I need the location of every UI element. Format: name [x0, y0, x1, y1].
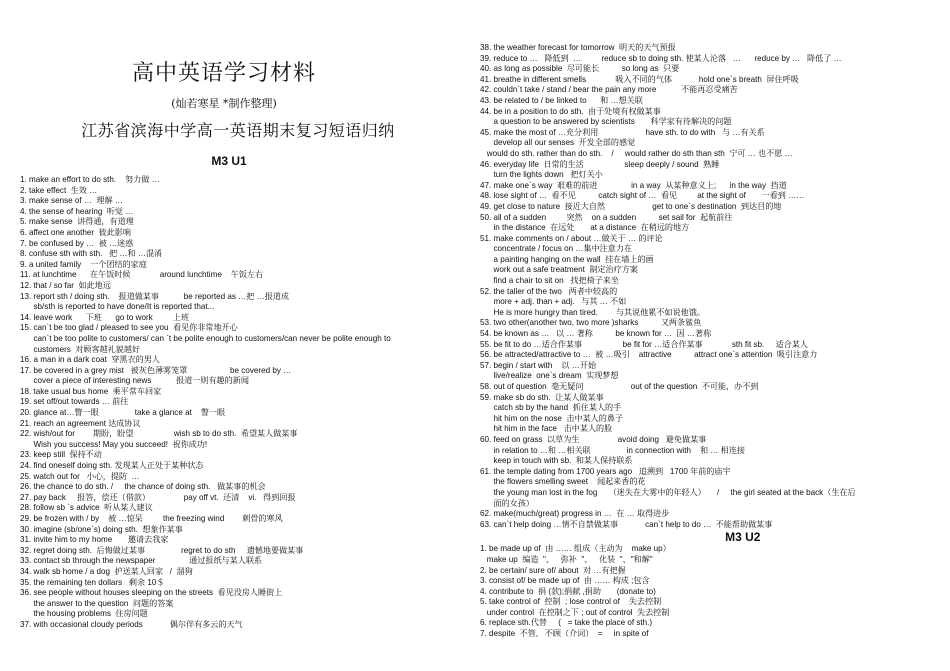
phrase-line: 34. walk sb home / a dog 护送某人回家 / 溜狗: [20, 566, 193, 576]
phrase-line: 48. lose sight of … 看不见 catch sight of … 看见 at the sight of 一看到 ……: [480, 191, 805, 201]
phrase-line: 37. with occasional cloudy periods 偶尔伴有多云的天气: [20, 619, 243, 629]
phrase-line: Wish you success! May you succeed! 祝你成功!: [20, 439, 208, 449]
phrase-line: 17. be covered in a grey mist 被灰色薄雾笼罩 be covered by …: [20, 365, 292, 375]
phrase-line: more + adj. than + adj. 与其 … 不如: [480, 297, 627, 307]
phrase-line: would do sth. rather than do sth. / would rather do sth than sth 宁可 … 也不愿 …: [480, 148, 793, 158]
phrase-line: 40. as long as possible 尽可能长 so long as 只要: [480, 64, 680, 74]
phrase-line: 3. make sense of … 理解 …: [20, 196, 124, 206]
left-phrase-list: [20, 175, 391, 631]
phrase-line: 57. begin / start with 以 …开始: [480, 360, 597, 370]
phrase-line: 46. everyday life 日常的生活 sleep deeply / sound 熟睡: [480, 159, 720, 169]
phrase-line: turn the lights down 把灯关小: [480, 170, 603, 180]
unit2-heading: M3 U2: [725, 530, 761, 545]
phrase-line: 1. be made up of 由 …… 组成（主动为 make up）: [480, 544, 671, 554]
right-phrase-list: [480, 43, 856, 640]
phrase-line: 30. imagine (sb/one`s) doing sth. 想象作某事: [20, 524, 183, 534]
phrase-line: He is more hungry than tired. 与其说他累不如说他饿。: [480, 307, 705, 317]
phrase-line: develop all our senses 开发全部的感觉: [480, 138, 636, 148]
phrase-line: 21. reach an agreement 达成协议: [20, 418, 141, 428]
phrase-line: 50. all of a sudden 突然 on a sudden set sail for 起航前往: [480, 212, 733, 222]
phrase-line: under control 在控制之下 ; out of control 失去控制: [480, 607, 670, 617]
phrase-line: 62. make(much/great) progress in … 在 … 取得进步: [480, 509, 670, 519]
phrase-line: in relation to …和 …相关联 in connection with 和 … 相连接: [480, 445, 745, 455]
phrase-line: 2. take effect 生效 …: [20, 185, 98, 195]
phrase-line: 41. breathe in different smells 吸入不同的气体 hold one`s breath 屏住呼吸: [480, 74, 799, 84]
phrase-line: 29. be frozen with / by 被 …惊呆 the freezing wind 刺骨的寒风: [20, 514, 283, 523]
phrase-line: 4. contribute to 捐 (款);捐献 ,捐助 (donate to): [480, 586, 656, 596]
phrase-line: 12. that / so far 如此地远: [20, 280, 111, 290]
phrase-line: 24. find oneself doing sth. 发现某人正处于某种状态: [20, 461, 204, 471]
phrase-line: 45. make the most of …充分利用 have sth. to do with 与 …有关系: [480, 127, 765, 137]
phrase-line: 15. can`t be too glad / pleased to see you 看见你非常地开心: [20, 323, 238, 333]
phrase-line: sb/sth is reported to have done/It is reported that...: [20, 302, 215, 312]
phrase-line: 36. see people without houses sleeping on the streets 看见没房人睡街上: [20, 588, 283, 598]
phrase-line: 28. follow sb `s advice 听从某人建议: [20, 503, 153, 513]
phrase-line: 27. pay back 报答，偿还（借款） pay off vt. 还清 vi. 得到回报: [20, 492, 296, 502]
phrase-line: 58. out of question 毫无疑问 out of the question 不可能，办不到: [480, 382, 759, 391]
phrase-line: 1. make an effort to do sth. 努力做 …: [20, 175, 160, 184]
phrase-line: 35. the remaining ten dollars 剩余 10＄: [20, 577, 165, 587]
phrase-line: 11. at lunchtime 在午饭时候 around lunchtime 午饭左右: [20, 270, 264, 280]
phrase-line: catch sb by the hand 抓住某人的手: [480, 403, 622, 413]
phrase-line: 43. be related to / be linked to 和 …想关联: [480, 95, 643, 105]
phrase-line: 32. regret doing sth. 后悔做过某事 regret to do sth 遗憾地要做某事: [20, 545, 304, 555]
phrase-line: 22. wish/out for 期盼，盼望 wish sb to do sth. 希望某人做某事: [20, 429, 298, 439]
document-title: 高中英语学习材料: [131, 61, 316, 86]
phrase-line: can`t be too polite to customers/ can `t be polite enough to customers/can never be polite enough to: [20, 333, 391, 343]
phrase-line: the flowers smelling sweet 闻起来香的花: [480, 477, 646, 487]
phrase-line: 2. be certain/ sure of/ about 对 …有把握: [480, 565, 626, 575]
phrase-line: find a chair to sit on 找把椅子来坐: [480, 276, 619, 286]
unit1-heading: M3 U1: [211, 154, 247, 168]
phrase-line: 26. the chance to do sth. / the chance of doing sth. 做某事的机会: [20, 482, 266, 492]
phrase-line: 61. the temple dating from 1700 years ago 追溯到 1700 年前的庙宇: [480, 466, 731, 476]
school-title: 江苏省滨海中学高一英语期末复习短语归纳: [81, 121, 395, 140]
phrase-line: 49. get close to nature 接近大自然 get to one`s destination 到达目的地: [480, 201, 782, 211]
phrase-line: work out a safe treatment 制定治疗方案: [480, 265, 638, 275]
phrase-line: 6. affect one another 彼此影响: [20, 227, 131, 237]
phrase-line: 13. report sth / doing sth. 报道做某事 be reported as …把 …报道成: [20, 291, 289, 301]
phrase-line: 面的女孩）: [480, 498, 534, 508]
phrase-line: a question to be answered by scientists 科学家有待解决的问题: [480, 117, 732, 127]
phrase-line: 7. be confused by … 被 …迷惑: [20, 238, 134, 248]
phrase-line: the housing problems 住房问题: [20, 609, 148, 619]
phrase-line: 5. take control of 控制 ; lose control of 失去控制: [480, 597, 662, 607]
phrase-line: 20. glance at…瞥一眼 take a glance at 瞥一眼: [20, 408, 226, 418]
phrase-line: a painting hanging on the wall 挂在墙上的画: [480, 254, 654, 264]
phrase-line: 55. be fit to do …适合作某事 be fit for …适合作某事 sth fit sb. 适合某人: [480, 339, 808, 349]
phrase-line: 6. replace sth.代替 ( = take the place of sth.): [480, 618, 653, 628]
document-subtitle: (灿若寒星 *制作整理): [171, 97, 277, 110]
phrase-line: make up 编造 "、 弥补 "、 化装 "、"和解": [480, 554, 653, 564]
phrase-line: 47. make one`s way 艰难的前进 in a way 从某种意义上; in the way 挡道: [480, 180, 787, 190]
phrase-line: 23. keep still 保持不动: [20, 450, 102, 460]
phrase-line: 39. reduce to … 降低到 … reduce sb to doing sth. 使某人沦落 … reduce by … 降低了 …: [480, 53, 842, 63]
phrase-line: hit him in the face 击中某人的脸: [480, 424, 613, 434]
phrase-line: 42. couldn`t take / stand / bear the pain any more 不能再忍受痛苦: [480, 85, 738, 95]
phrase-line: in the distance 在远处 at a distance 在稍远的地方: [480, 223, 690, 233]
phrase-line: concentrate / focus on …集中注意力在: [480, 244, 633, 254]
phrase-line: 4. the sense of hearing 听觉 …: [20, 206, 134, 216]
phrase-line: keep in touch with sb. 和某人保持联系: [480, 456, 633, 466]
phrase-line: 19. set off/out towards … 前往: [20, 397, 129, 407]
phrase-line: 44. be in a position to do sth. 由于处境有权做某事: [480, 106, 661, 116]
phrase-line: 38. the weather forecast for tomorrow 明天的天气预报: [480, 43, 676, 52]
unit2-list: [480, 544, 856, 639]
phrase-line: 14. leave work 下班 go to work 上班: [20, 312, 190, 322]
unit1-continued-list: [480, 43, 856, 530]
phrase-line: 59. make sb do sth. 让某人做某事: [480, 392, 604, 402]
phrase-line: 52. the taller of the two 两者中较高的: [480, 286, 618, 296]
phrase-line: 16. a man in a dark coat 穿黑衣的男人: [20, 355, 160, 365]
phrase-line: 7. despite 不管, 不顾（介词） = in spite of: [480, 629, 649, 639]
phrase-line: 9. a united family 一个团结的家庭: [20, 259, 147, 269]
phrase-line: hit him on the nose 击中某人的鼻子: [480, 413, 624, 423]
phrase-line: live/realize one`s dream 实现梦想: [480, 371, 619, 381]
phrase-line: 56. be attracted/attractive to … 被 …吸引 attractive attract one`s attention 吸引注意力: [480, 350, 818, 360]
phrase-line: 51. make comments on / about …做关于 … 的评论: [480, 233, 663, 243]
phrase-line: cover a piece of interesting news 报道一则有趣的新闻: [20, 376, 249, 386]
phrase-line: 54. be known as … 以 … 著称 be known for … 因 …著称: [480, 329, 712, 339]
phrase-line: 33. contact sb through the newspaper 通过报纸与某人联系: [20, 556, 263, 566]
phrase-line: 18. take usual bus home 乘平常车回家: [20, 386, 162, 396]
phrase-line: 8. confuse sth with sth. 把 …和 …混淆: [20, 249, 163, 259]
phrase-line: 5. make sense 讲得通，有道理: [20, 217, 134, 227]
phrase-line: the answer to the question 问题的答案: [20, 598, 174, 608]
phrase-line: 53. two other(another two, two more )sharks 又两条鲨鱼: [480, 318, 702, 328]
phrase-line: 31. invite him to my home 邀请去我家: [20, 535, 169, 545]
phrase-line: the young man lost in the fog （迷失在大雾中的年轻人） / the girl seated at the back（生在后: [480, 487, 856, 497]
phrase-line: 60. feed on grass 以草为生 avoid doing 避免做某事: [480, 434, 707, 444]
phrase-line: customers 对顾客越礼貌越好: [20, 344, 141, 354]
phrase-line: 25. watch out for 小心，提防 …: [20, 471, 140, 481]
phrase-line: 3. consist of/ be made up of 由 …… 构成 ;包含: [480, 576, 650, 586]
phrase-line: 63. can`t help doing …情不自禁做某事 can`t help to do … 不能帮助做某事: [480, 519, 773, 529]
